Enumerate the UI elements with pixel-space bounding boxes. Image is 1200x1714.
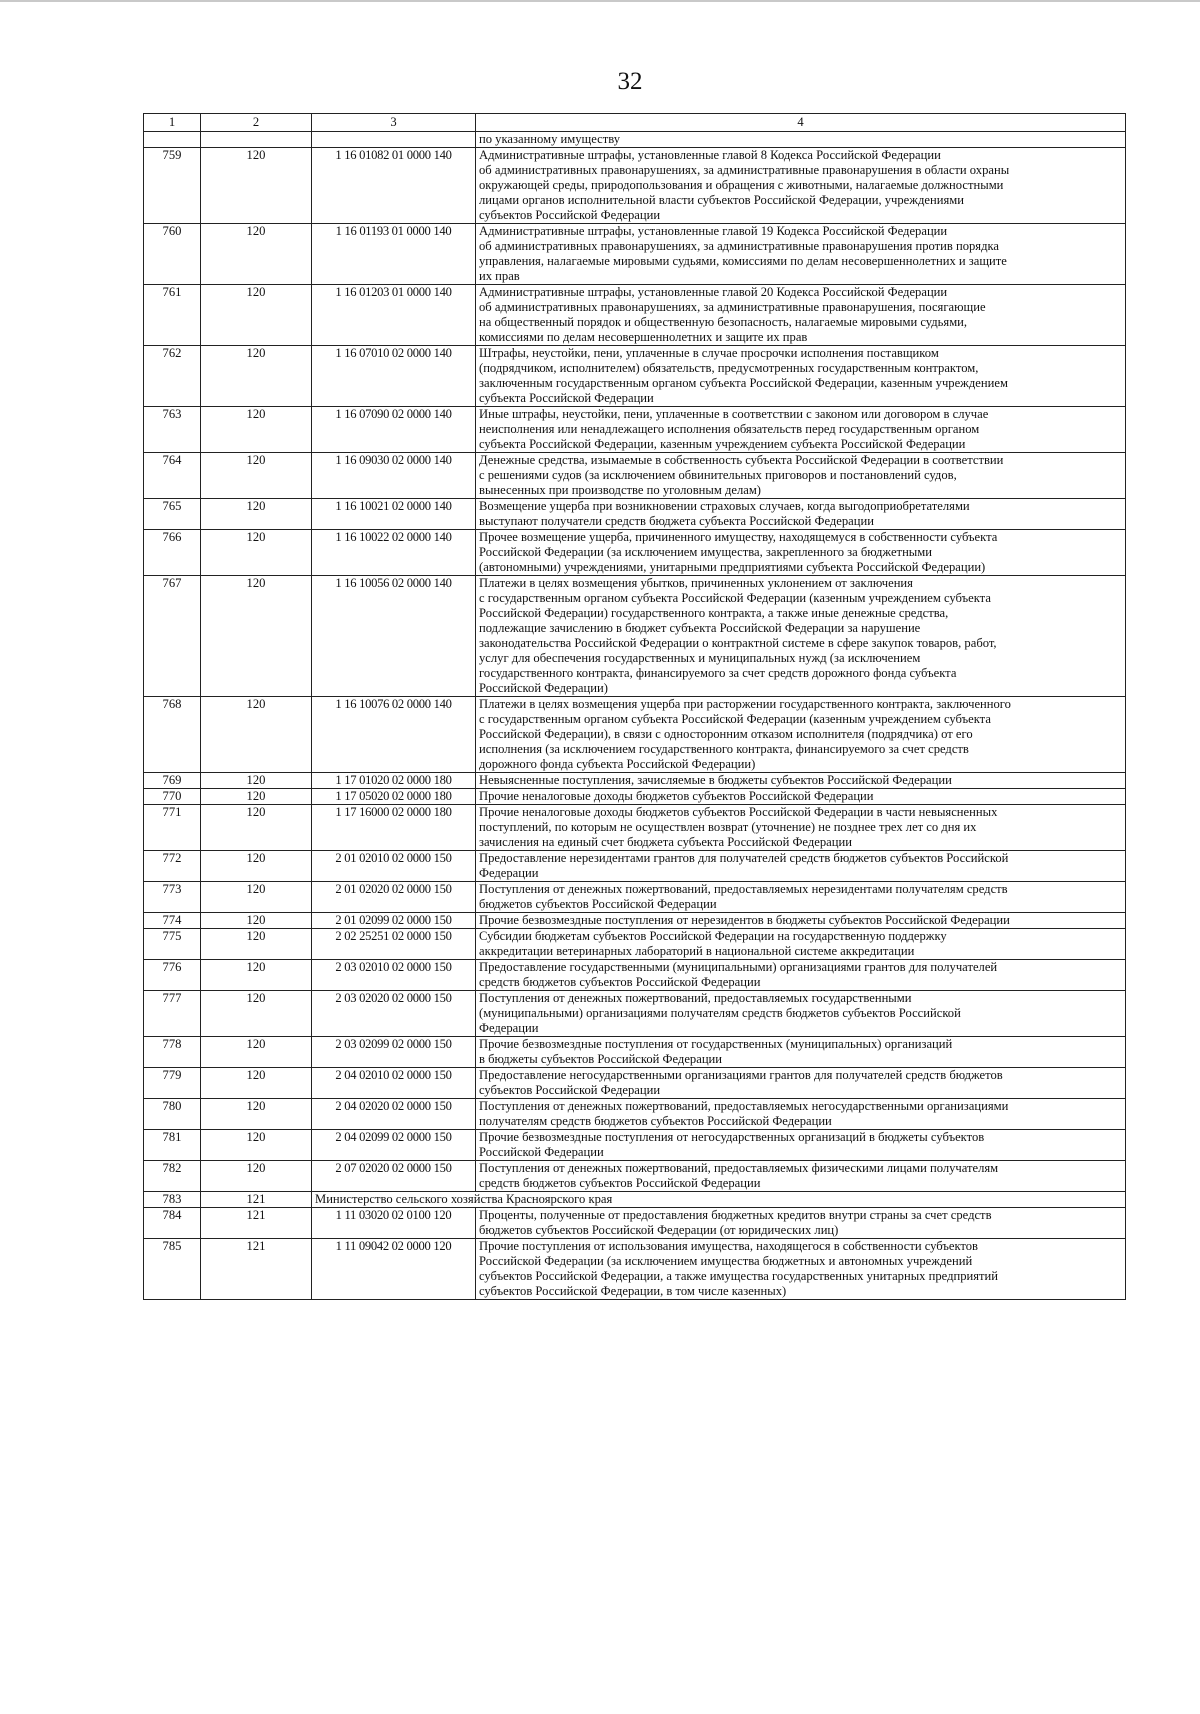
admin-code-cell: 120 [201, 224, 312, 285]
admin-code-cell: 120 [201, 773, 312, 789]
description-cell [476, 148, 1126, 224]
description-line: вынесенных при производстве по уголовным делам) [479, 483, 761, 497]
budget-classification-code-cell: 1 16 09030 02 0000 140 [312, 453, 476, 499]
table-row [144, 1208, 1126, 1239]
description-cell [476, 1099, 1126, 1130]
description-cell [476, 285, 1126, 346]
description-line: Предоставление нерезидентами грантов для получателей средств бюджетов субъектов Российской [479, 851, 1009, 865]
description-line: государственного контракта, финансируемого за счет средств дорожного фонда субъекта [479, 666, 957, 680]
table-row [144, 960, 1126, 991]
table-body [144, 114, 1126, 1300]
admin-code-cell: 120 [201, 1161, 312, 1192]
admin-code-cell: 120 [201, 148, 312, 224]
row-number-cell: 765 [144, 499, 201, 530]
budget-classification-code-cell: 2 03 02099 02 0000 150 [312, 1037, 476, 1068]
description-cell [476, 851, 1126, 882]
budget-classification-code-cell: 1 16 07090 02 0000 140 [312, 407, 476, 453]
row-number-cell: 775 [144, 929, 201, 960]
admin-code-cell: 120 [201, 576, 312, 697]
description-line: (автономными) учреждениями, унитарными предприятиями субъекта Российской Федерации) [479, 560, 986, 574]
description-line: Предоставление государственными (муниципальными) организациями грантов для получателей [479, 960, 998, 974]
page-number: 32 [617, 68, 643, 95]
admin-code-cell: 120 [201, 1068, 312, 1099]
row-number-cell: 770 [144, 789, 201, 805]
description-line: бюджетов субъектов Российской Федерации (от юридических лиц) [479, 1223, 839, 1237]
row-number-cell: 764 [144, 453, 201, 499]
row-number-cell: 762 [144, 346, 201, 407]
description-line: Поступления от денежных пожертвований, предоставляемых негосударственными организациями [479, 1099, 1009, 1113]
description-cell [476, 1068, 1126, 1099]
description-line: Прочие безвозмездные поступления от нерезидентов в бюджеты субъектов Российской Федерации [479, 913, 1010, 927]
budget-classification-code-cell: 2 01 02020 02 0000 150 [312, 882, 476, 913]
row-number-cell: 778 [144, 1037, 201, 1068]
row-number-cell: 779 [144, 1068, 201, 1099]
description-line: управления, налагаемые мировыми судьями, комиссиями по делам несовершеннолетних и защите [479, 254, 1007, 268]
description-line: (подрядчиком, исполнителем) обязательств, предусмотренных государственным контрактом, [479, 361, 979, 375]
budget-classification-code-cell: 1 16 01193 01 0000 140 [312, 224, 476, 285]
description-line: субъектов Российской Федерации, а также имущества государственных унитарных предприятий [479, 1269, 999, 1283]
budget-classification-code-cell: 2 03 02020 02 0000 150 [312, 991, 476, 1037]
table-row [144, 285, 1126, 346]
description-line: законодательства Российской Федерации о контрактной системе в сфере закупок товаров, работ, [479, 636, 997, 650]
row-number-cell: 768 [144, 697, 201, 773]
description-line: на общественный порядок и общественную безопасность, налагаемые мировыми судьями, [479, 315, 968, 329]
header-col-4: 4 [476, 114, 1126, 132]
description-line: Административные штрафы, установленные главой 20 Кодекса Российской Федерации [479, 285, 948, 299]
table-row [144, 773, 1126, 789]
description-line: об административных правонарушениях, за административные правонарушения, посягающие [479, 300, 986, 314]
description-line: Платежи в целях возмещения ущерба при расторжении государственного контракта, заключенного [479, 697, 1011, 711]
description-cell [476, 1208, 1126, 1239]
description-cell [476, 224, 1126, 285]
description-line: Возмещение ущерба при возникновении страховых случаев, когда выгодоприобретателями [479, 499, 970, 513]
budget-classification-code-cell: 1 17 05020 02 0000 180 [312, 789, 476, 805]
budget-classification-code-cell: 2 07 02020 02 0000 150 [312, 1161, 476, 1192]
budget-classification-code-cell: 1 17 16000 02 0000 180 [312, 805, 476, 851]
scan-edge-line [0, 0, 1200, 2]
table-row [144, 1192, 1126, 1208]
description-line: об административных правонарушениях, за административные правонарушения против порядка [479, 239, 1000, 253]
description-cell [476, 576, 1126, 697]
row-number-cell: 785 [144, 1239, 201, 1300]
table-row [144, 882, 1126, 913]
description-line: Российской Федерации) [479, 681, 608, 695]
row-number-cell: 781 [144, 1130, 201, 1161]
admin-code-cell: 120 [201, 1037, 312, 1068]
row-number-cell: 776 [144, 960, 201, 991]
description-line: получателям средств бюджетов субъектов Российской Федерации [479, 1114, 832, 1128]
description-line: с государственным органом субъекта Российской Федерации (казенным учреждением субъекта [479, 591, 991, 605]
table-row [144, 1130, 1126, 1161]
row-number-cell: 783 [144, 1192, 201, 1208]
description-line: Прочие неналоговые доходы бюджетов субъектов Российской Федерации [479, 789, 874, 803]
budget-classification-code-cell: 1 11 03020 02 0100 120 [312, 1208, 476, 1239]
budget-classification-code-cell: 1 16 10056 02 0000 140 [312, 576, 476, 697]
description-line: Прочее возмещение ущерба, причиненного имуществу, находящемуся в собственности субъекта [479, 530, 998, 544]
description-cell [476, 1161, 1126, 1192]
budget-classification-code-cell: 1 16 07010 02 0000 140 [312, 346, 476, 407]
row-number-cell: 784 [144, 1208, 201, 1239]
description-cell [476, 697, 1126, 773]
description-cell [476, 1037, 1126, 1068]
row-number-cell: 777 [144, 991, 201, 1037]
description-line: заключенным государственным органом субъекта Российской Федерации, казенным учреждением [479, 376, 1008, 390]
table-row [144, 1239, 1126, 1300]
table-row [144, 346, 1126, 407]
description-line: Штрафы, неустойки, пени, уплаченные в случае просрочки исполнения поставщиком [479, 346, 939, 360]
description-cell [476, 882, 1126, 913]
admin-code-cell: 120 [201, 285, 312, 346]
description-line: Министерство сельского хозяйства Красноярского края [315, 1192, 613, 1206]
description-line: субъектов Российской Федерации [479, 1083, 661, 1097]
description-line: Прочие безвозмездные поступления от негосударственных организаций в бюджеты субъектов [479, 1130, 985, 1144]
description-line: с государственным органом субъекта Российской Федерации (казенным учреждением субъекта [479, 712, 991, 726]
row-number-cell: 760 [144, 224, 201, 285]
row-number-cell: 769 [144, 773, 201, 789]
continuation-row [144, 132, 1126, 148]
table-row [144, 1161, 1126, 1192]
admin-code-cell: 121 [201, 1192, 312, 1208]
description-line: Поступления от денежных пожертвований, предоставляемых государственными [479, 991, 912, 1005]
description-line: субъектов Российской Федерации [479, 208, 661, 222]
header-col-1: 1 [144, 114, 201, 132]
budget-classification-code-cell: 1 16 01082 01 0000 140 [312, 148, 476, 224]
row-number-cell: 782 [144, 1161, 201, 1192]
description-cell [476, 407, 1126, 453]
table-row [144, 1068, 1126, 1099]
description-line: Прочие поступления от использования имущества, находящегося в собственности субъектов [479, 1239, 979, 1253]
table-row [144, 805, 1126, 851]
description-line: услуг для обеспечения государственных и муниципальных нужд (за исключением [479, 651, 921, 665]
description-line: субъектов Российской Федерации, в том числе казенных) [479, 1284, 787, 1298]
admin-code-cell: 120 [201, 913, 312, 929]
table-row [144, 407, 1126, 453]
description-line: в бюджеты субъектов Российской Федерации [479, 1052, 723, 1066]
description-line: неисполнения или ненадлежащего исполнения обязательств перед государственным органом [479, 422, 980, 436]
table-row [144, 499, 1126, 530]
admin-code-cell: 120 [201, 789, 312, 805]
description-cell [476, 960, 1126, 991]
description-line: с решениями судов (за исключением обвинительных приговоров и постановлений судов, [479, 468, 957, 482]
description-line: бюджетов субъектов Российской Федерации [479, 897, 717, 911]
description-line: Российской Федерации) государственного контракта, а также иные денежные средства, [479, 606, 949, 620]
admin-code-cell: 120 [201, 929, 312, 960]
description-line: субъекта Российской Федерации [479, 391, 654, 405]
row-number-cell: 773 [144, 882, 201, 913]
admin-code-cell: 120 [201, 882, 312, 913]
table-header-row [144, 114, 1126, 132]
description-line: зачисления на единый счет бюджета субъекта Российской Федерации [479, 835, 852, 849]
budget-classification-code-cell: 2 01 02010 02 0000 150 [312, 851, 476, 882]
budget-classification-code-cell: 2 02 25251 02 0000 150 [312, 929, 476, 960]
description-line: Административные штрафы, установленные главой 8 Кодекса Российской Федерации [479, 148, 941, 162]
budget-classification-code-cell: 2 01 02099 02 0000 150 [312, 913, 476, 929]
admin-code-cell: 120 [201, 1099, 312, 1130]
description-cell [476, 913, 1126, 929]
admin-code-cell: 121 [201, 1208, 312, 1239]
budget-classification-code-cell: 2 04 02010 02 0000 150 [312, 1068, 476, 1099]
budget-classification-code-cell: 1 11 09042 02 0000 120 [312, 1239, 476, 1300]
admin-code-cell: 120 [201, 851, 312, 882]
description-cell [476, 789, 1126, 805]
description-cell [476, 805, 1126, 851]
description-cell [476, 773, 1126, 789]
description-line: исполнения (за исключением государственного контракта, финансируемого за счет средств [479, 742, 969, 756]
description-line: Федерации [479, 866, 539, 880]
budget-classification-code-cell: 1 17 01020 02 0000 180 [312, 773, 476, 789]
description-line: Российской Федерации (за исключением имущества бюджетных и автономных учреждений [479, 1254, 973, 1268]
table-row [144, 1099, 1126, 1130]
admin-code-cell: 120 [201, 499, 312, 530]
description-line: Российской Федерации (за исключением имущества, закрепленного за бюджетными [479, 545, 932, 559]
description-line: Невыясненные поступления, зачисляемые в бюджеты субъектов Российской Федерации [479, 773, 952, 787]
admin-code-cell: 120 [201, 407, 312, 453]
description-line: Поступления от денежных пожертвований, предоставляемых нерезидентами получателям средств [479, 882, 1008, 896]
description-line: подлежащие зачислению в бюджет субъекта Российской Федерации за нарушение [479, 621, 921, 635]
description-line: Административные штрафы, установленные главой 19 Кодекса Российской Федерации [479, 224, 948, 238]
row-number-cell: 759 [144, 148, 201, 224]
description-line: Платежи в целях возмещения убытков, причиненных уклонением от заключения [479, 576, 913, 590]
description-line: Предоставление негосударственными организациями грантов для получателей средств бюджетов [479, 1068, 1003, 1082]
description-line: аккредитации ветеринарных лабораторий в национальной системе аккредитации [479, 944, 915, 958]
table-row [144, 991, 1126, 1037]
description-line: Проценты, полученные от предоставления бюджетных кредитов внутри страны за счет средств [479, 1208, 992, 1222]
row-number-cell: 774 [144, 913, 201, 929]
header-col-2: 2 [201, 114, 312, 132]
description-line: поступлений, по которым не осуществлен возврат (уточнение) не позднее трех лет со дня их [479, 820, 977, 834]
description-cell [476, 991, 1126, 1037]
description-line: Федерации [479, 1021, 539, 1035]
continuation-empty-cell [201, 132, 312, 148]
administrator-name-cell [312, 1192, 1126, 1208]
description-line: субъекта Российской Федерации, казенным учреждением субъекта Российской Федерации [479, 437, 966, 451]
description-line: выступают получатели средств бюджета субъекта Российской Федерации [479, 514, 874, 528]
continuation-empty-cell [312, 132, 476, 148]
description-line: Прочие безвозмездные поступления от государственных (муниципальных) организаций [479, 1037, 953, 1051]
description-cell [476, 499, 1126, 530]
description-line: (муниципальными) организациями получателям средств бюджетов субъектов Российской [479, 1006, 961, 1020]
description-line: их прав [479, 269, 520, 283]
table-row [144, 530, 1126, 576]
row-number-cell: 780 [144, 1099, 201, 1130]
admin-code-cell: 120 [201, 453, 312, 499]
table-row [144, 913, 1126, 929]
row-number-cell: 771 [144, 805, 201, 851]
row-number-cell: 763 [144, 407, 201, 453]
description-cell [476, 1130, 1126, 1161]
admin-code-cell: 120 [201, 1130, 312, 1161]
continuation-empty-cell [144, 132, 201, 148]
description-line: Прочие неналоговые доходы бюджетов субъектов Российской Федерации в части невыясненных [479, 805, 998, 819]
admin-code-cell: 120 [201, 991, 312, 1037]
description-line: Денежные средства, изымаемые в собственность субъекта Российской Федерации в соответствии [479, 453, 1004, 467]
header-col-3: 3 [312, 114, 476, 132]
description-line: Поступления от денежных пожертвований, предоставляемых физическими лицами получателям [479, 1161, 999, 1175]
row-number-cell: 767 [144, 576, 201, 697]
table-row [144, 224, 1126, 285]
description-line: Российской Федерации [479, 1145, 604, 1159]
description-line: средств бюджетов субъектов Российской Федерации [479, 1176, 761, 1190]
budget-classification-code-cell: 2 04 02020 02 0000 150 [312, 1099, 476, 1130]
description-line: дорожного фонда субъекта Российской Федерации) [479, 757, 756, 771]
description-line: комиссиями по делам несовершеннолетних и защите их прав [479, 330, 808, 344]
description-line: Иные штрафы, неустойки, пени, уплаченные в соответствии с законом или договором в случае [479, 407, 989, 421]
description-line: окружающей среды, природопользования и обращения с животными, налагаемые должностными [479, 178, 1004, 192]
revenue-codes-table [143, 113, 1126, 1300]
description-cell [476, 453, 1126, 499]
table-row [144, 851, 1126, 882]
table-row [144, 929, 1126, 960]
table-row [144, 148, 1126, 224]
budget-classification-code-cell: 1 16 10076 02 0000 140 [312, 697, 476, 773]
continuation-text: по указанному имуществу [476, 132, 1126, 148]
description-line: об административных правонарушениях, за административные правонарушения в области охраны [479, 163, 1010, 177]
table-row [144, 789, 1126, 805]
description-cell [476, 929, 1126, 960]
admin-code-cell: 120 [201, 960, 312, 991]
table-row [144, 697, 1126, 773]
row-number-cell: 761 [144, 285, 201, 346]
budget-classification-code-cell: 2 04 02099 02 0000 150 [312, 1130, 476, 1161]
table-row [144, 1037, 1126, 1068]
row-number-cell: 772 [144, 851, 201, 882]
budget-classification-code-cell: 1 16 10022 02 0000 140 [312, 530, 476, 576]
description-cell [476, 346, 1126, 407]
admin-code-cell: 120 [201, 346, 312, 407]
admin-code-cell: 120 [201, 697, 312, 773]
admin-code-cell: 120 [201, 805, 312, 851]
table-row [144, 576, 1126, 697]
description-line: лицами органов исполнительной власти субъектов Российской Федерации, учреждениями [479, 193, 964, 207]
table-row [144, 453, 1126, 499]
description-line: средств бюджетов субъектов Российской Федерации [479, 975, 761, 989]
description-line: Российской Федерации), в связи с односторонним отказом исполнителя (подрядчика) от его [479, 727, 973, 741]
row-number-cell: 766 [144, 530, 201, 576]
description-cell [476, 1239, 1126, 1300]
description-line: Субсидии бюджетам субъектов Российской Федерации на государственную поддержку [479, 929, 947, 943]
description-cell [476, 530, 1126, 576]
admin-code-cell: 121 [201, 1239, 312, 1300]
budget-classification-code-cell: 2 03 02010 02 0000 150 [312, 960, 476, 991]
budget-classification-code-cell: 1 16 01203 01 0000 140 [312, 285, 476, 346]
budget-classification-code-cell: 1 16 10021 02 0000 140 [312, 499, 476, 530]
admin-code-cell: 120 [201, 530, 312, 576]
